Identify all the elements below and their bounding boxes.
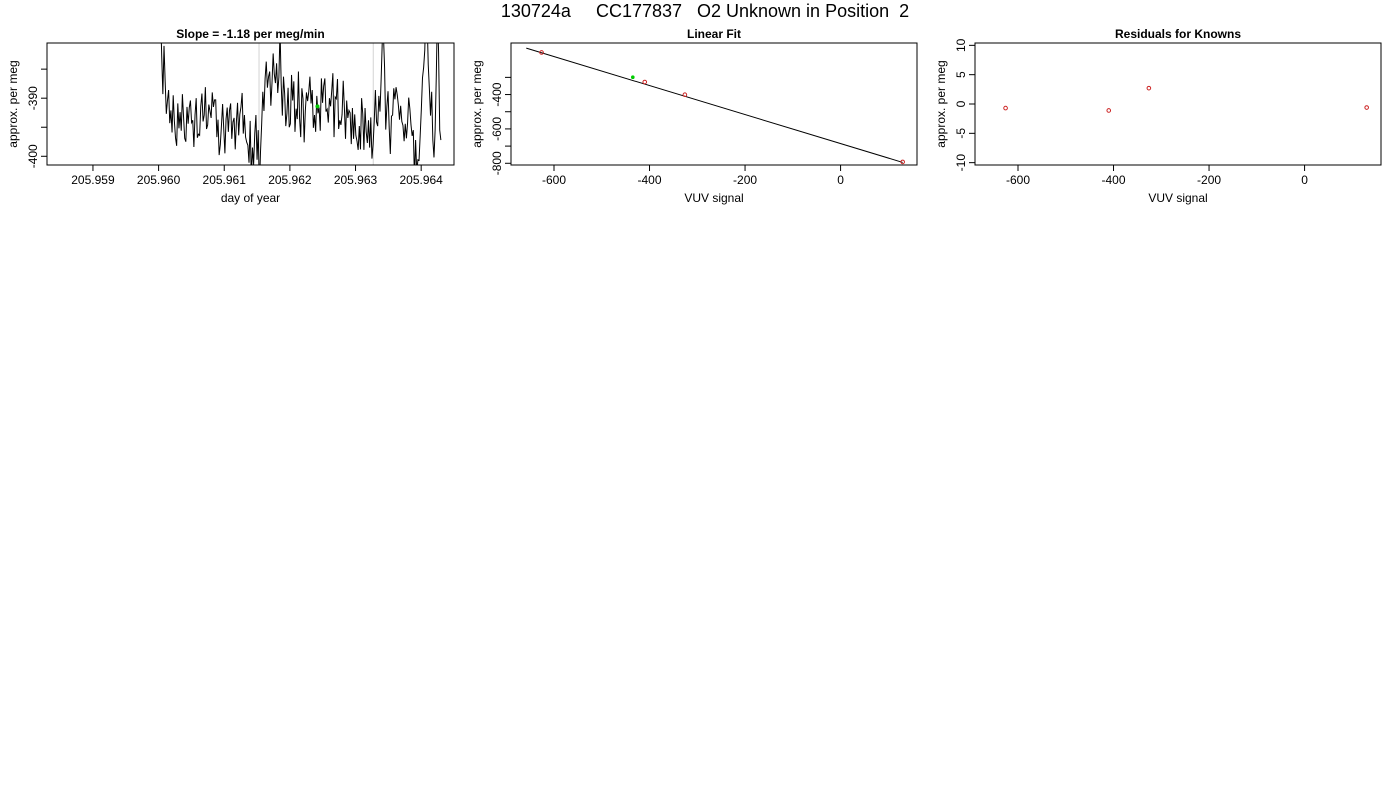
panel-2-x-tick-label: -600	[541, 173, 567, 187]
panel-1-unknown-marker	[315, 104, 319, 108]
panel-1-x-axis-label: day of year	[220, 191, 281, 205]
panel-2-y-axis-label: approx. per meg	[470, 60, 484, 148]
panel-2-y-tick-label: -800	[490, 151, 504, 176]
panel-3-y-tick-label: 0	[954, 100, 968, 108]
panel-1-x-tick-label: 205.964	[399, 173, 443, 187]
panel-2-y-tick-label: -400	[490, 82, 504, 107]
panel-3-title: Residuals for Knowns	[1114, 27, 1242, 41]
panel-1-x-tick-label: 205.962	[268, 173, 312, 187]
panel-2-x-tick-label: -400	[637, 173, 662, 187]
panel-3-x-tick-label: -400	[1101, 173, 1126, 187]
panel-3-data	[1004, 86, 1369, 112]
panel-2-y-tick-label: -600	[490, 116, 504, 141]
panel-3-residual-point	[1365, 106, 1369, 110]
figure-title: 130724a CC177837 O2 Unknown in Position 2	[500, 1, 910, 21]
panel-3-x-tick-label: -600	[1005, 173, 1031, 187]
panel-3-residual-point	[1004, 106, 1008, 110]
panel-2-unknown-point	[631, 75, 635, 79]
panel-3-x-axis-label: VUV signal	[1148, 191, 1208, 205]
panel-2-known-point	[643, 80, 647, 84]
panel-1-title: Slope = -1.18 per meg/min	[176, 27, 325, 41]
panel-1-x-tick-label: 205.960	[136, 173, 181, 187]
panel-1-x-tick-label: 205.963	[333, 173, 378, 187]
panel-3-frame	[975, 43, 1381, 165]
panel-2-title: Linear Fit	[686, 27, 742, 41]
panel-3-y-tick-label: 10	[954, 38, 968, 53]
panel-3-x-tick-label: 0	[1301, 173, 1308, 187]
panel-2-frame	[511, 43, 917, 165]
panel-1-y-tick-label: -390	[26, 86, 40, 111]
panel-2-x-tick-label: 0	[837, 173, 844, 187]
panel-2-x-axis-label: VUV signal	[684, 191, 744, 205]
panel-3-y-axis-label: approx. per meg	[934, 60, 948, 148]
panel-3-residual-point	[1147, 86, 1151, 90]
panel-2-x-tick-label: -200	[733, 173, 758, 187]
panel-2-data	[526, 48, 904, 164]
panel-1-x-tick-label: 205.959	[71, 173, 115, 187]
panel-3-y-tick-label: -10	[954, 153, 968, 172]
panel-3	[934, 27, 1381, 205]
panel-3-x-tick-label: -200	[1197, 173, 1222, 187]
panel-1-x-tick-label: 205.961	[202, 173, 246, 187]
panel-3-y-tick-label: 5	[954, 71, 968, 79]
panel-1	[6, 0, 454, 205]
panel-3-residual-point	[1107, 109, 1111, 113]
panel-2	[470, 27, 917, 205]
panel-1-y-tick-label: -400	[26, 144, 40, 169]
panel-3-y-tick-label: -5	[954, 127, 968, 139]
panel-1-y-axis-label: approx. per meg	[6, 60, 20, 148]
panel-2-fit-line	[526, 48, 902, 162]
